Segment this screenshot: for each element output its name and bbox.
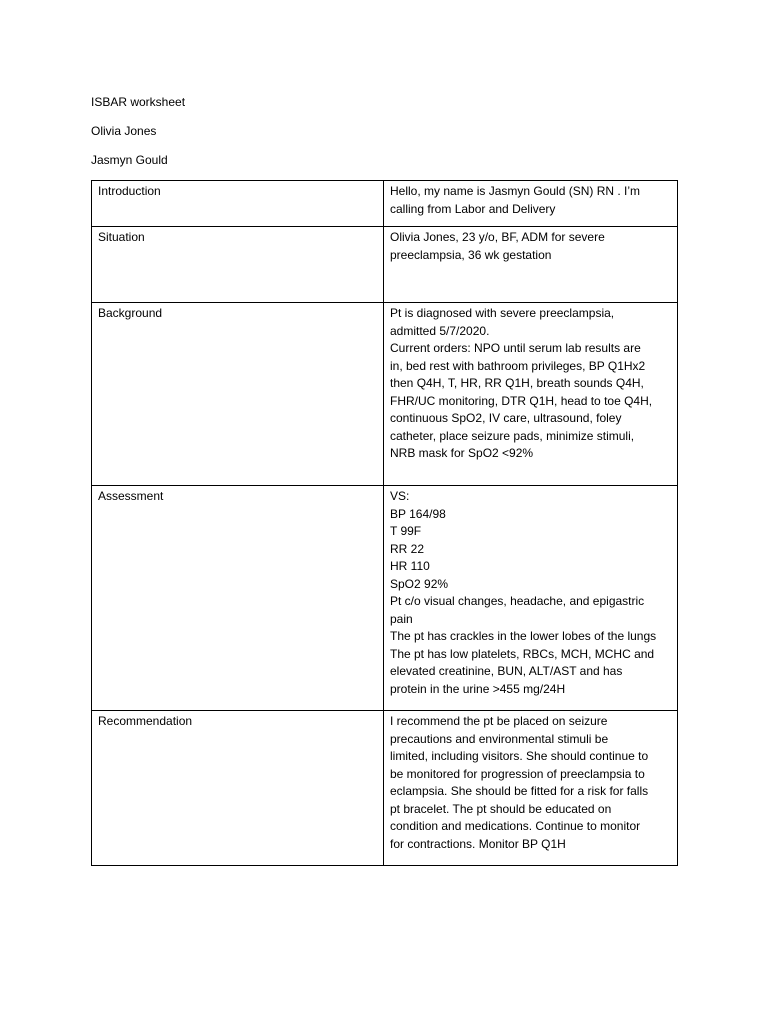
content-line: then Q4H, T, HR, RR Q1H, breath sounds Q4H, (390, 376, 644, 390)
table-row-situation (92, 227, 678, 303)
content-line: Pt is diagnosed with severe preeclampsia, (390, 306, 615, 320)
table-row-background (92, 303, 678, 486)
content-line: condition and medications. Continue to monitor (390, 819, 641, 833)
content-line: pain (390, 611, 413, 626)
section-label: Recommendation (92, 711, 384, 866)
content-line: FHR/UC monitoring, DTR Q1H, head to toe Q4H, (390, 393, 653, 408)
table-row-assessment (92, 486, 678, 711)
section-label: Assessment (92, 486, 384, 711)
content-line: preeclampsia, 36 wk gestation (390, 247, 552, 262)
section-label: Background (92, 303, 384, 486)
content-line: for contractions. Monitor BP Q1H (390, 836, 566, 851)
content-line: T 99F (390, 524, 422, 538)
content-line: Hello, my name is Jasmyn Gould (SN) RN . I’m (390, 184, 641, 198)
content-line: The pt has crackles in the lower lobes of the lungs (390, 629, 657, 643)
table-row-recommendation (92, 711, 678, 866)
document-title: ISBAR worksheet (91, 95, 186, 109)
section-content (384, 303, 678, 486)
table-row-introduction (92, 181, 678, 227)
content-line: Pt c/o visual changes, headache, and epigastric (390, 594, 645, 608)
content-line: VS: (390, 489, 410, 503)
content-line: pt bracelet. The pt should be educated on (390, 801, 612, 816)
section-label: Situation (92, 227, 384, 303)
content-line: calling from Labor and Delivery (390, 201, 556, 216)
section-label: Introduction (92, 181, 384, 227)
section-content (384, 227, 678, 303)
section-content (384, 486, 678, 711)
isbar-table (91, 180, 678, 866)
section-content (384, 181, 678, 227)
content-line: be monitored for progression of preeclampsia to (390, 766, 645, 781)
content-line: catheter, place seizure pads, minimize stimuli, (390, 428, 635, 443)
content-line: NRB mask for SpO2 <92% (390, 446, 534, 460)
content-line: I recommend the pt be placed on seizure (390, 714, 608, 728)
content-line: SpO2 92% (390, 576, 449, 591)
content-line: precautions and environmental stimuli be (390, 731, 609, 746)
content-line: in, bed rest with bathroom privileges, BP Q1Hx2 (390, 358, 646, 373)
patient-name: Olivia Jones (91, 124, 157, 138)
nurse-name: Jasmyn Gould (91, 153, 168, 167)
content-line: admitted 5/7/2020. (390, 323, 490, 338)
content-line: eclampsia. She should be fitted for a risk for falls (390, 784, 649, 798)
content-line: continuous SpO2, IV care, ultrasound, foley (390, 411, 622, 425)
content-line: The pt has low platelets, RBCs, MCH, MCHC and (390, 646, 655, 661)
content-line: protein in the urine >455 mg/24H (390, 681, 566, 696)
content-line: Olivia Jones, 23 y/o, BF, ADM for severe (390, 230, 605, 244)
content-line: HR 110 (390, 559, 430, 573)
content-line: Current orders: NPO until serum lab results are (390, 341, 641, 355)
content-line: elevated creatinine, BUN, ALT/AST and has (390, 664, 623, 678)
content-line: BP 164/98 (390, 506, 446, 521)
section-content (384, 711, 678, 866)
content-line: limited, including visitors. She should continue to (390, 749, 649, 763)
content-line: RR 22 (390, 541, 425, 556)
